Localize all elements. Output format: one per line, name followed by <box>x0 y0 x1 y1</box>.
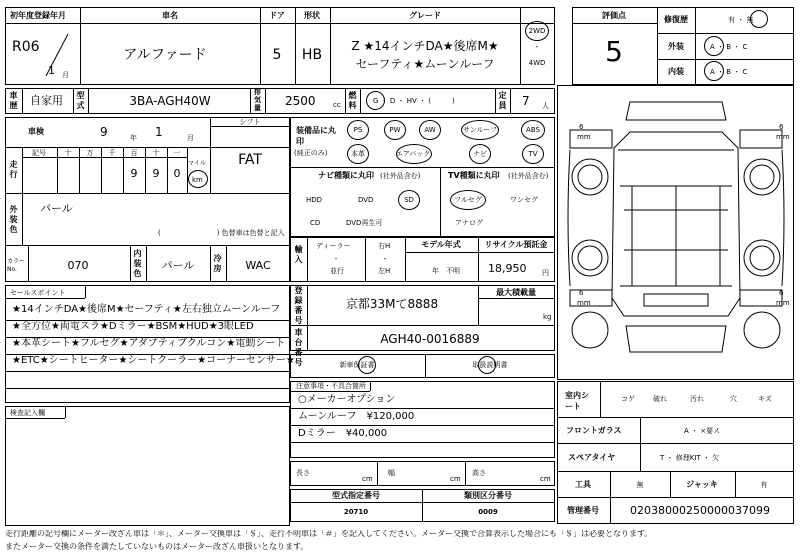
import-dealer: ディーラー <box>316 242 351 250</box>
seat-item-3: 穴 <box>730 395 737 403</box>
tire-fr-mm: mm <box>776 133 790 141</box>
seat-item-4: キズ <box>758 395 772 403</box>
tv-analog: アナログ <box>455 219 483 227</box>
model: 3BA-AGH40W <box>129 94 211 108</box>
spare-options: T ・ 修理KIT ・ 欠 <box>660 454 720 462</box>
footer-line-2: またメーター交換の条件を満たしていないものはメーター改ざん車扱いとなります。 <box>5 542 309 551</box>
interior-circle <box>704 61 724 81</box>
doc-warranty-circle <box>358 356 376 374</box>
seat-item-1: 破れ <box>653 395 667 403</box>
import-lh: 左H <box>378 267 391 275</box>
color-note: ( ) 色替車は色替と記入 <box>158 229 285 237</box>
registration-label: 登録番号 <box>294 286 303 325</box>
dim-width: 幅 <box>388 469 395 477</box>
equip-abs-circle <box>521 120 545 140</box>
dim-height: 高さ <box>472 469 486 477</box>
inspector-block <box>5 406 290 526</box>
interior-options: A ・ B ・ C <box>710 68 748 76</box>
doc-manual-circle <box>478 356 496 374</box>
nav-cd: CD <box>310 219 321 227</box>
inspection-year-unit: 年 <box>130 134 137 142</box>
equip-aw-circle <box>419 120 441 140</box>
mgmt-label: 管理番号 <box>567 506 599 515</box>
repair-label: 修復歴 <box>664 15 688 24</box>
equip-sunroof: サンルーフ <box>462 126 498 134</box>
inspection-month: 1 <box>155 125 163 139</box>
equip-leather: 本革 <box>351 150 365 158</box>
tire-rr: 6 <box>779 289 784 297</box>
drive-dot: ・ <box>533 43 541 51</box>
tv-fullseg: フルセグ <box>454 196 482 204</box>
reg-era-year: R06 <box>12 39 40 55</box>
note-line-2: ムーンルーフ ¥120,000 <box>298 411 415 422</box>
import-hand-dot: ・ <box>381 255 389 263</box>
recycle-yen: 円 <box>542 269 549 277</box>
digit-header-4: 十 <box>152 149 160 157</box>
sales-label: セールスポイント <box>10 289 66 297</box>
inspection-label: 車検 <box>28 127 44 136</box>
sales-line-3: ★本革シート★フルセグ★アダプティブクルコン★電動シート <box>12 338 286 349</box>
model-label: 型式 <box>76 91 85 110</box>
reg-year-label: 初年度登録年月 <box>10 11 66 20</box>
footer-line-1: 走行距離の記号欄にメーター改ざん車は「＊」、メーター交換車は「＄」、走行不明車は「＃」を記入してください。メーター交換で合算表示した場合にも「＄」は必要となります。 <box>5 530 653 538</box>
car-name: アルファード <box>123 47 207 63</box>
tv-note: (社外品含む) <box>508 172 549 180</box>
grade-line2: セーフティ★ムーンルーフ <box>355 57 495 71</box>
equipment-sublabel: (純正のみ) <box>294 149 328 157</box>
mileage-unit-label: マイル <box>188 160 206 167</box>
equip-tv: TV <box>528 150 538 158</box>
mileage-label: 走行 <box>9 160 18 179</box>
cap-label: 定員 <box>498 91 507 110</box>
digit-header-5: 一 <box>173 149 181 157</box>
tire-rl-mm: mm <box>577 299 591 307</box>
import-parallel: 並行 <box>330 267 344 275</box>
chassis: AGH40-0016889 <box>380 332 480 346</box>
digit-5: 0 <box>173 167 181 180</box>
score-label: 評価点 <box>602 11 626 20</box>
equip-abs: ABS <box>526 126 540 134</box>
recycle: 18,950 <box>488 262 527 275</box>
nav-label: ナビ種類に丸印 <box>318 171 374 180</box>
drive-2wd: 2WD <box>528 27 546 35</box>
equip-navi: ナビ <box>473 150 487 158</box>
shift-label: シフト <box>239 118 261 126</box>
interior-label: 内装 <box>668 67 684 76</box>
inspection-month-unit: 月 <box>187 134 194 142</box>
ac: WAC <box>245 259 271 272</box>
class-label: 類別区分番号 <box>464 491 512 500</box>
tv-oneseg: ワンセグ <box>510 196 538 204</box>
inspection-year: 9 <box>100 125 108 139</box>
exterior-label: 外装 <box>668 42 684 51</box>
color-value: パール <box>40 202 73 215</box>
registration: 京都33Mて8888 <box>345 297 439 311</box>
doors: 5 <box>272 47 282 63</box>
capacity: 7 <box>522 94 530 108</box>
tire-rr-mm: mm <box>776 299 790 307</box>
car-name-label: 車名 <box>162 11 178 20</box>
color-code: 070 <box>67 259 89 272</box>
nav-hdd: HDD <box>306 196 323 204</box>
drive-2wd-circle <box>525 21 549 41</box>
grade-label: グレード <box>409 11 441 20</box>
max-load-label: 最大積載量 <box>496 288 536 297</box>
mgmt: 02038000250000037099 <box>630 504 770 517</box>
equip-airbag: エアバック <box>395 150 431 158</box>
repair-circle <box>750 10 768 28</box>
note-line-3: Dミラー ¥40,000 <box>298 428 388 439</box>
use-label: 車歴 <box>9 91 18 110</box>
import-label: 輸入 <box>294 245 303 264</box>
import-rh: 右H <box>378 242 391 250</box>
doc-warranty: 新車保証書 <box>339 361 375 369</box>
sales-line-1: ★14インチDA★後席M★セーフティ★左右独立ムーンルーフ <box>12 304 281 315</box>
jack: 有 <box>760 481 768 489</box>
dim-width-cm: cm <box>450 475 461 483</box>
nav-dvd: DVD <box>358 196 374 204</box>
glass-options: A ・ ×要ス <box>684 427 721 435</box>
cap-unit: 人 <box>542 102 549 110</box>
reg-month-unit: 月 <box>62 71 69 79</box>
nav-sd: SD <box>404 196 414 204</box>
tv-fullseg-circle <box>450 190 486 210</box>
equip-tv-circle <box>522 144 544 164</box>
type-cert: 20710 <box>343 508 369 516</box>
jack-label: ジャッキ <box>686 480 718 489</box>
digit-header-0: 十 <box>64 149 72 157</box>
exterior-options: A ・ B ・ C <box>710 43 748 51</box>
digit-header-1: 万 <box>86 149 94 157</box>
equipment-label: 装備品に丸印 <box>296 126 336 146</box>
model-year-label: モデル年式 <box>421 240 461 249</box>
equip-ps: PS <box>353 126 363 134</box>
docs-block <box>290 354 555 378</box>
equip-airbag-circle <box>396 144 432 164</box>
tools-label: 工具 <box>575 480 591 489</box>
car-diagram <box>560 90 792 375</box>
shape-label: 形状 <box>304 11 320 20</box>
doors-label: ドア <box>269 11 285 20</box>
disp-label: 排気量 <box>254 88 261 112</box>
displacement: 2500 <box>285 94 316 108</box>
mileage-unit: km <box>192 176 203 184</box>
digit-header-2: 千 <box>108 149 116 157</box>
reg-month: 1 <box>48 64 55 77</box>
nav-dvd-play: DVD再生可 <box>346 219 383 227</box>
fuel-options: G ・ D ・ HV ・ ( ) <box>373 97 455 105</box>
grade-line1: Z ★14インチDA★後席M★ <box>351 39 499 53</box>
cc: cc <box>333 101 341 109</box>
note-line-1: ○メーカーオプション <box>298 394 396 405</box>
digit-4: 9 <box>152 167 160 180</box>
chassis-label: 車台番号 <box>294 328 303 367</box>
inspector-label: 検査記入欄 <box>10 409 45 417</box>
fuel-circle <box>366 91 385 110</box>
equip-pw: PW <box>389 126 401 134</box>
mileage-digits-label: 記号 <box>32 149 46 157</box>
dim-height-cm: cm <box>540 475 551 483</box>
nav-sd-circle <box>398 190 420 210</box>
sales-line-2: ★全方位★両電スラ★Dミラー★BSM★HUD★3眼LED <box>12 321 254 332</box>
drive-4wd: 4WD <box>528 59 546 67</box>
seat-item-0: コゲ <box>621 395 635 403</box>
type-cert-label: 型式指定番号 <box>332 491 380 500</box>
dims-block <box>290 461 555 486</box>
import-dot: ・ <box>332 255 340 263</box>
equip-navi-circle <box>469 144 491 164</box>
equip-pw-circle <box>384 120 406 140</box>
recycle-label: リサイクル預託金 <box>484 240 548 249</box>
seat-item-2: 汚れ <box>690 395 704 403</box>
exterior-circle <box>704 36 724 56</box>
equip-leather-circle <box>347 144 369 164</box>
tire-fl-mm: mm <box>577 133 591 141</box>
tire-fl: 6 <box>579 123 584 131</box>
interior-color: パール <box>161 259 195 272</box>
model-year: 年 不明 <box>432 267 460 275</box>
tire-rl: 6 <box>579 289 584 297</box>
class: 0009 <box>478 508 498 516</box>
fuel-label: 燃料 <box>348 91 357 110</box>
equip-ps-circle <box>347 120 369 140</box>
tools: 無 <box>636 481 644 489</box>
use: 自家用 <box>30 94 63 107</box>
mileage-unit-circle <box>188 170 208 188</box>
spare-label: スペアタイヤ <box>568 453 616 462</box>
max-load-kg: kg <box>543 313 552 321</box>
dim-length: 長さ <box>296 469 310 477</box>
tire-fr: 6 <box>779 123 784 131</box>
score: 5 <box>605 35 623 68</box>
inspection-block <box>5 117 290 282</box>
equip-sunroof-circle <box>461 120 499 140</box>
shift: FAT <box>238 152 262 168</box>
interior-color-label: 内装色 <box>133 249 142 278</box>
equip-aw: AW <box>424 126 436 134</box>
seat-label: 室内シート <box>565 391 589 411</box>
dim-length-cm: cm <box>362 475 373 483</box>
tv-label: TV種類に丸印 <box>448 171 500 180</box>
digit-header-3: 百 <box>130 149 138 157</box>
color-label: 外装色 <box>9 205 18 234</box>
glass-label: フロントガラス <box>566 426 622 435</box>
repair-options: 有 ・ 無 <box>728 16 754 24</box>
shape: HB <box>301 47 323 63</box>
reg-slash <box>40 30 75 80</box>
ac-label: 冷房 <box>213 254 222 273</box>
sales-line-4: ★ETC★シートヒーター★シートクーラー★コーナーセンサー★ <box>12 355 295 366</box>
nav-note: (社外品含む) <box>380 172 421 180</box>
color-code-label: カラーNo. <box>7 258 26 273</box>
doc-manual: 取扱説明書 <box>472 361 508 369</box>
notes-label: 注意事項・不具合箇所 <box>296 382 366 390</box>
digit-3: 9 <box>130 167 138 180</box>
